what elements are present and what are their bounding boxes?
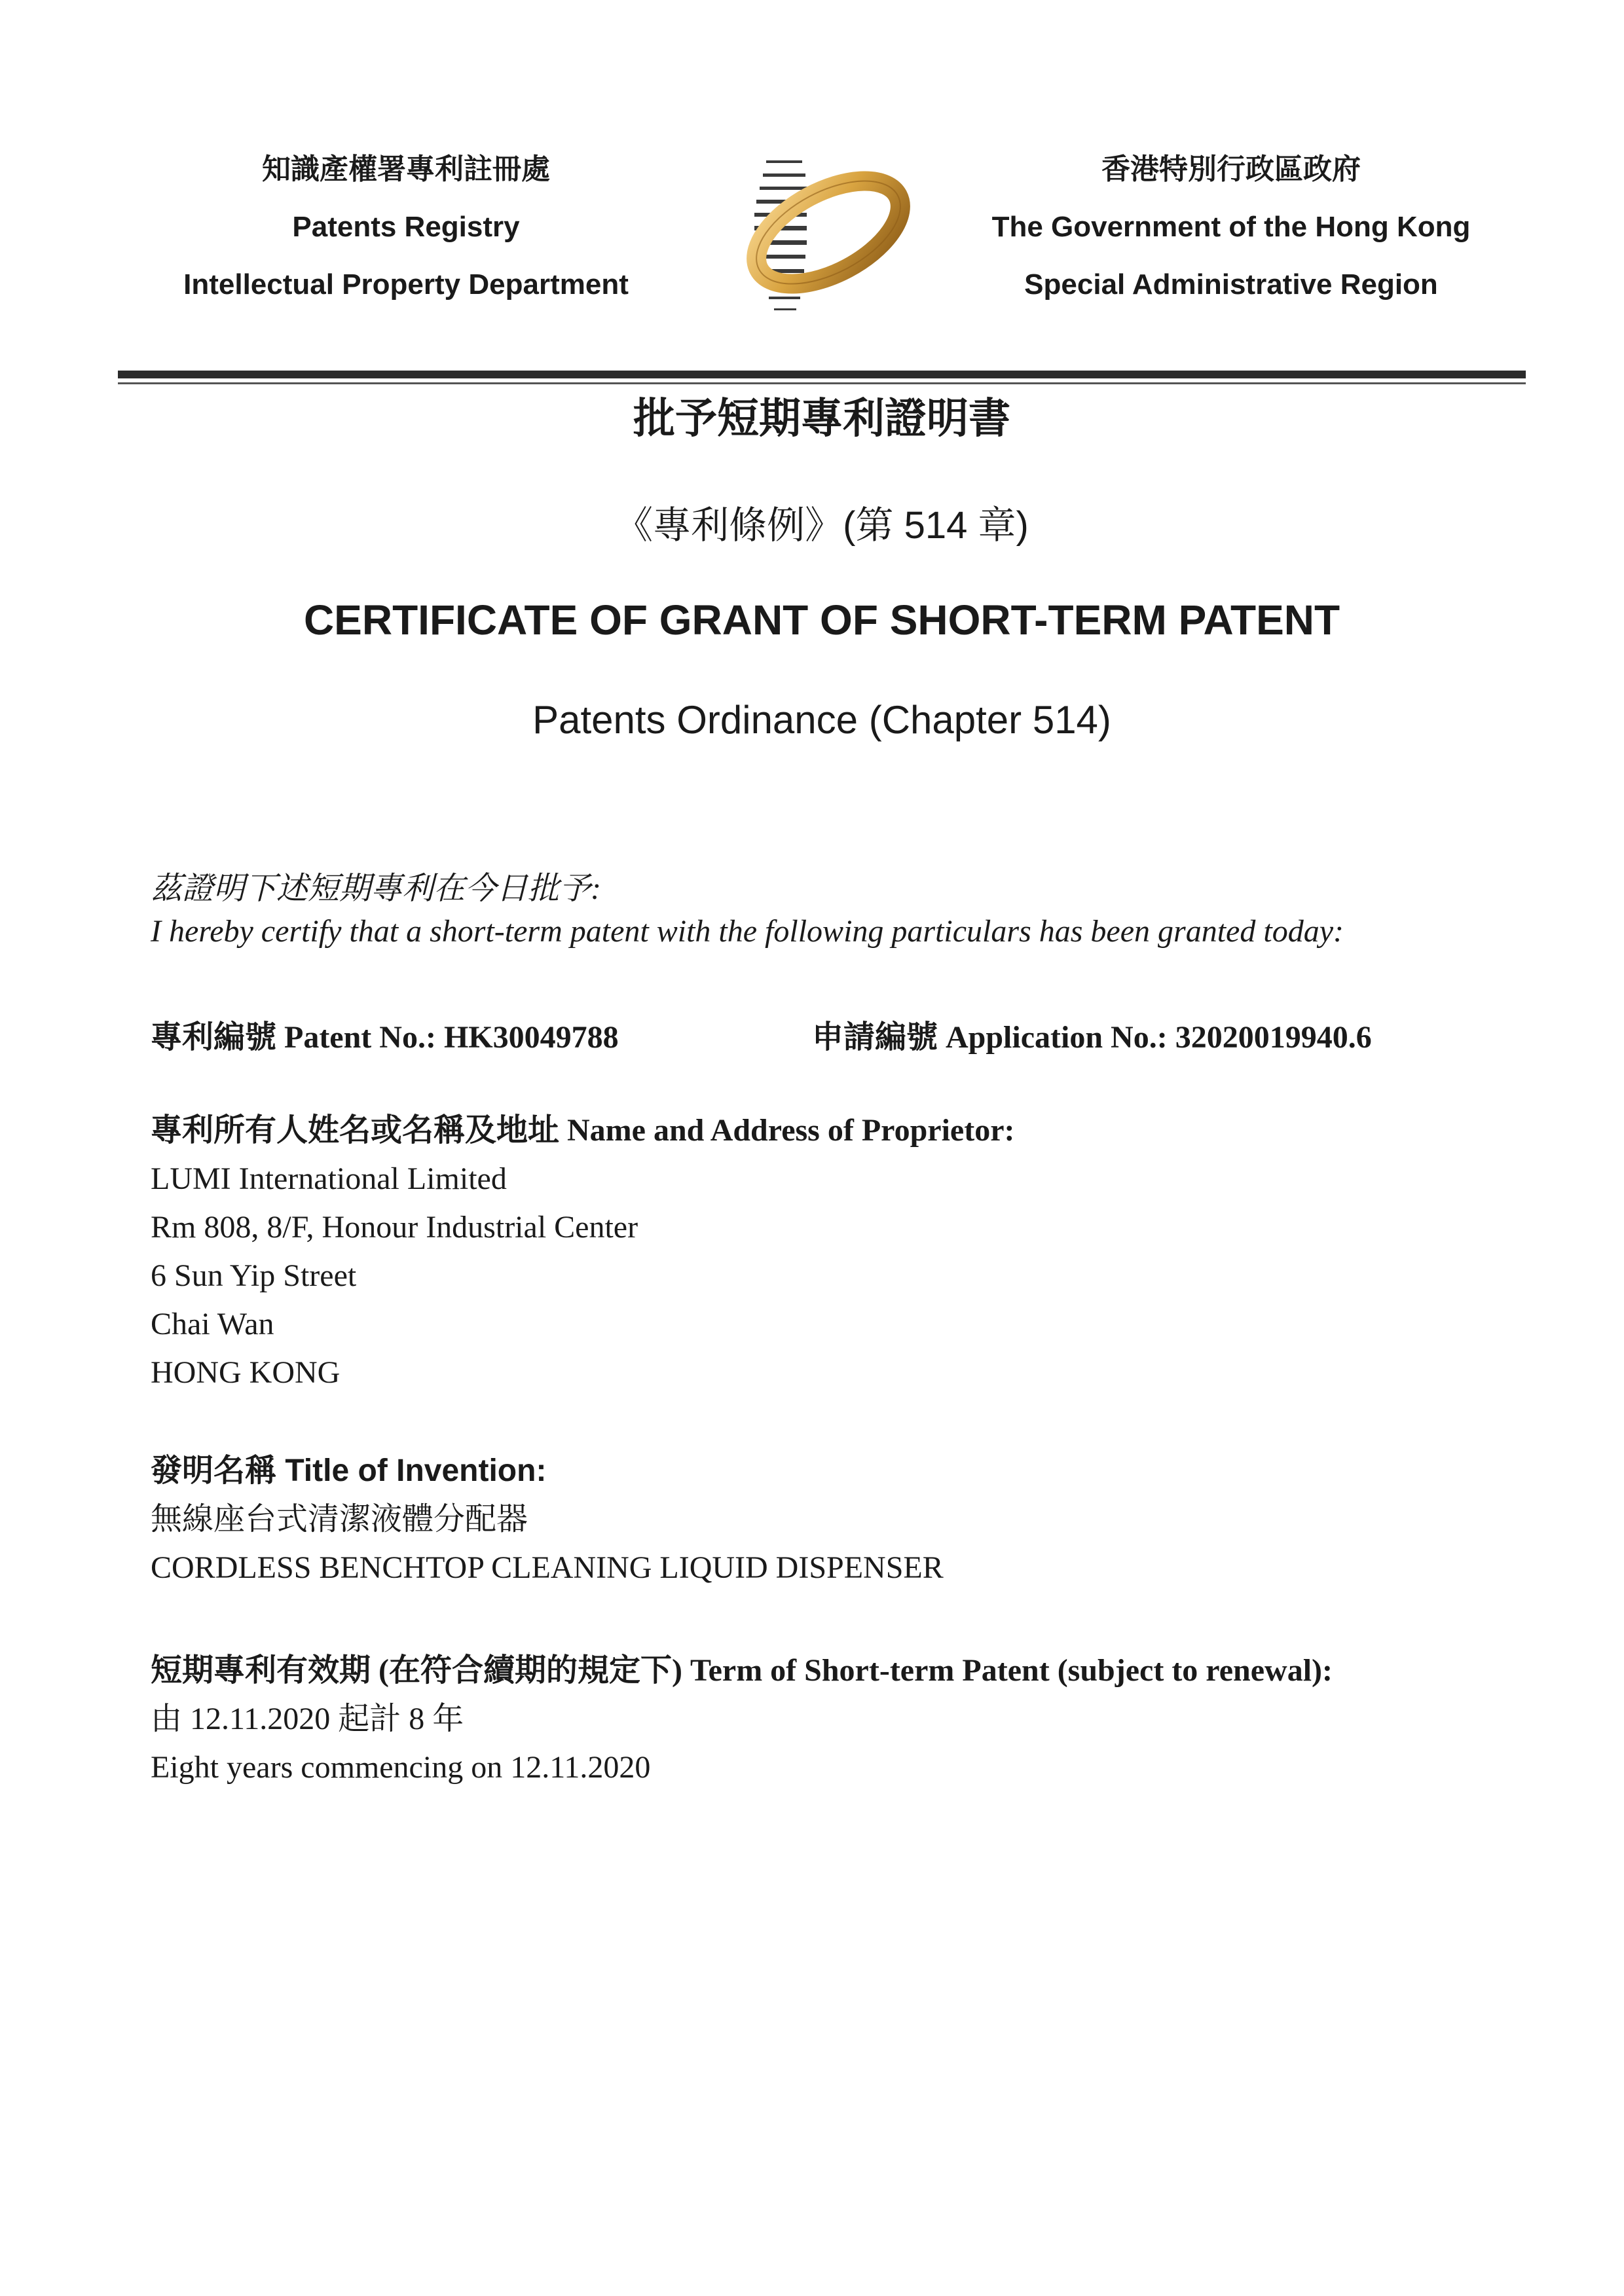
ring-emblem-icon: [701, 147, 917, 324]
proprietor-address-line: Chai Wan: [151, 1307, 274, 1341]
certificate-title-en: CERTIFICATE OF GRANT OF SHORT-TERM PATENT: [303, 596, 1340, 644]
proprietor-address-line: Rm 808, 8/F, Honour Industrial Center: [151, 1210, 638, 1245]
ordinance-subtitle-en: Patents Ordinance (Chapter 514): [532, 698, 1111, 742]
document-header: [0, 0, 1624, 367]
header-divider: [118, 371, 1526, 378]
proprietor-address-line: 6 Sun Yip Street: [151, 1258, 357, 1293]
term-label: 短期專利有效期 (在符合續期的規定下) Term of Short-term Patent (subject to renewal):: [151, 1653, 1333, 1688]
proprietor-address-line: HONG KONG: [151, 1355, 341, 1390]
proprietor-label: 專利所有人姓名或名稱及地址 Name and Address of Proprietor:: [151, 1113, 1015, 1148]
government-name-zh: 香港特別行政區政府: [1101, 153, 1361, 185]
application-number: 申請編號 Application No.: 32020019940.6: [812, 1020, 1372, 1055]
term-value-zh: 由 12.11.2020 起計 8 年: [151, 1702, 464, 1736]
registry-heading: [131, 141, 681, 314]
proprietor-section: [151, 1106, 1526, 1397]
patent-numbers-row: [151, 1011, 1526, 1057]
government-heading: [943, 141, 1519, 314]
certify-statement-zh: 茲證明下述短期專利在今日批予:: [151, 871, 601, 906]
patent-number: 專利編號 Patent No.: HK30049788: [151, 1020, 619, 1055]
header-divider-thin: [118, 382, 1526, 384]
department-name-en: Intellectual Property Department: [183, 268, 629, 301]
term-value-en: Eight years commencing on 12.11.2020: [151, 1750, 651, 1785]
invention-section: [151, 1447, 1526, 1592]
certificate-title-zh: 批予短期專利證明書: [633, 395, 1010, 442]
government-name-en-2: Special Administrative Region: [1024, 268, 1438, 301]
proprietor-name: LUMI International Limited: [151, 1161, 507, 1196]
term-section: [151, 1647, 1526, 1792]
invention-title-en: CORDLESS BENCHTOP CLEANING LIQUID DISPENSER: [151, 1550, 944, 1585]
registry-name-en: Patents Registry: [292, 211, 520, 243]
ordinance-subtitle-zh: 《專利條例》(第 514 章): [615, 504, 1029, 547]
government-name-en-1: The Government of the Hong Kong: [991, 211, 1471, 243]
invention-label: 發明名稱 Title of Invention:: [151, 1453, 547, 1488]
invention-title-zh: 無線座台式清潔液體分配器: [151, 1502, 528, 1537]
certify-statement-en: I hereby certify that a short-term patent with the following particulars has been granted today:: [151, 914, 1344, 949]
registry-name-zh: 知識產權署專利註冊處: [262, 153, 550, 185]
